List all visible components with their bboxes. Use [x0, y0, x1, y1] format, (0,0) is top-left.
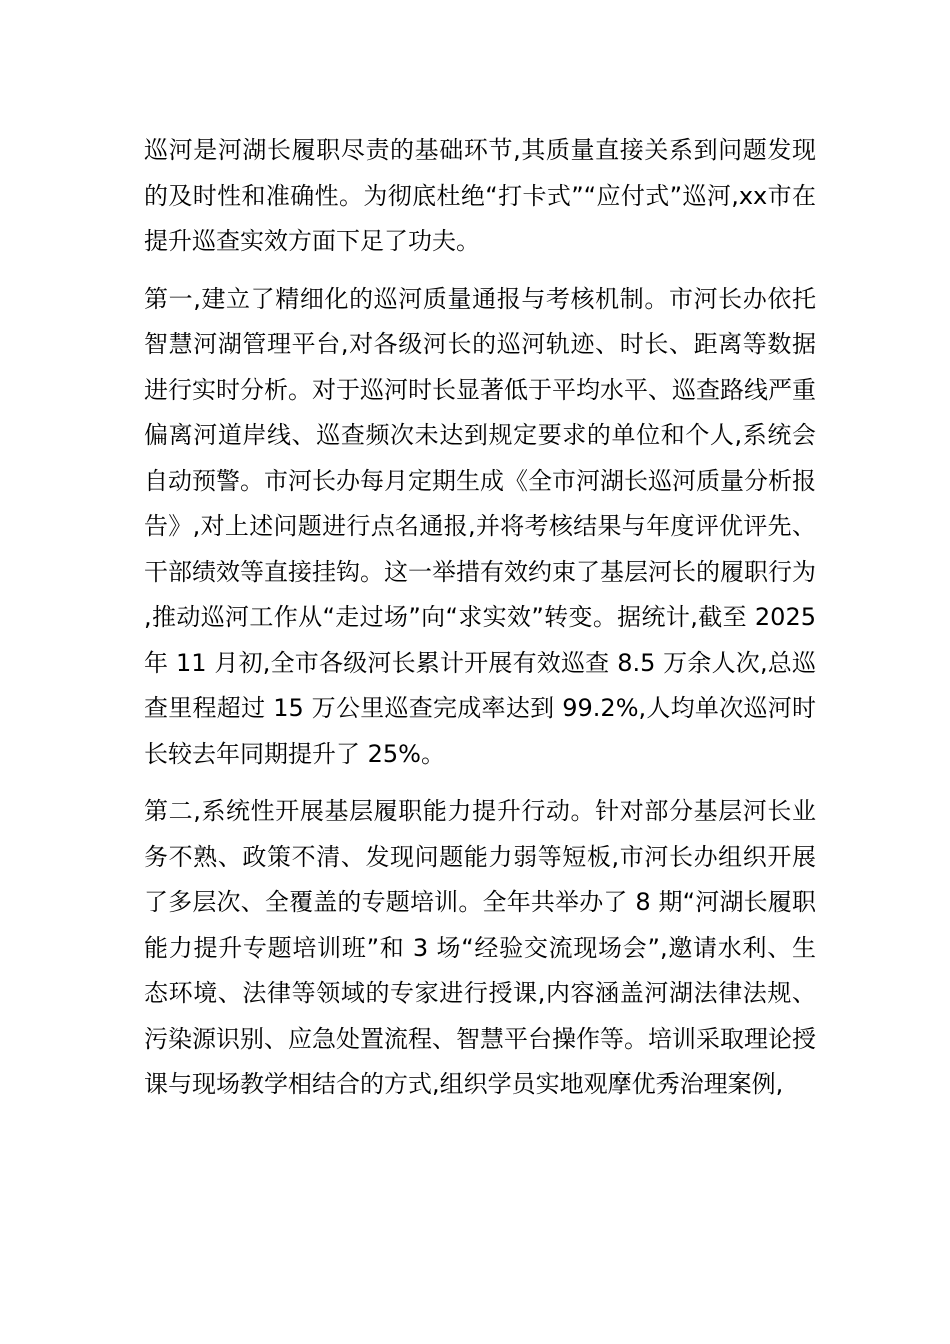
paragraph-first-measure: 第一,建立了精细化的巡河质量通报与考核机制。市河长办依托智慧河湖管理平台,对各级河长的巡河轨迹、时长、距离等数据进行实时分析。对于巡河时长显著低于平均水平、巡查路线严重偏离河道岸线、巡查频次未达到规定要求的单位和个人,系统会自动预警。市河长办每月定期生成《全市河湖长巡河质量分析报告》,对上述问题进行点名通报,并将考核结果与年度评优评先、干部绩效等直接挂钩。这一举措有效约束了基层河长的履职行为,推动巡河工作从“走过场”向“求实效”转变。据统计,截至 2025 年 11 月初,全市各级河长累计开展有效巡查 8.5 万余人次,总巡查里程超过 15 万公里巡查完成率达到 99.2%,人均单次巡河时长较去年同期提升了 25%。	[144, 284, 816, 768]
document-body	[144, 128, 816, 1120]
paragraph-intro: 巡河是河湖长履职尽责的基础环节,其质量直接关系到问题发现的及时性和准确性。为彻底杜绝“打卡式”“应付式”巡河,xx市在提升巡查实效方面下足了功夫。	[144, 136, 816, 255]
paragraph-second-measure: 第二,系统性开展基层履职能力提升行动。针对部分基层河长业务不熟、政策不清、发现问题能力弱等短板,市河长办组织开展了多层次、全覆盖的专题培训。全年共举办了 8 期“河湖长履职能力提升专题培训班”和 3 场“经验交流现场会”,邀请水利、生态环境、法律等领域的专家进行授课,内容涵盖河湖法律法规、污染源识别、应急处置流程、智慧平台操作等。培训采取理论授课与现场教学相结合的方式,组织学员实地观摩优秀治理案例,	[144, 797, 816, 1098]
